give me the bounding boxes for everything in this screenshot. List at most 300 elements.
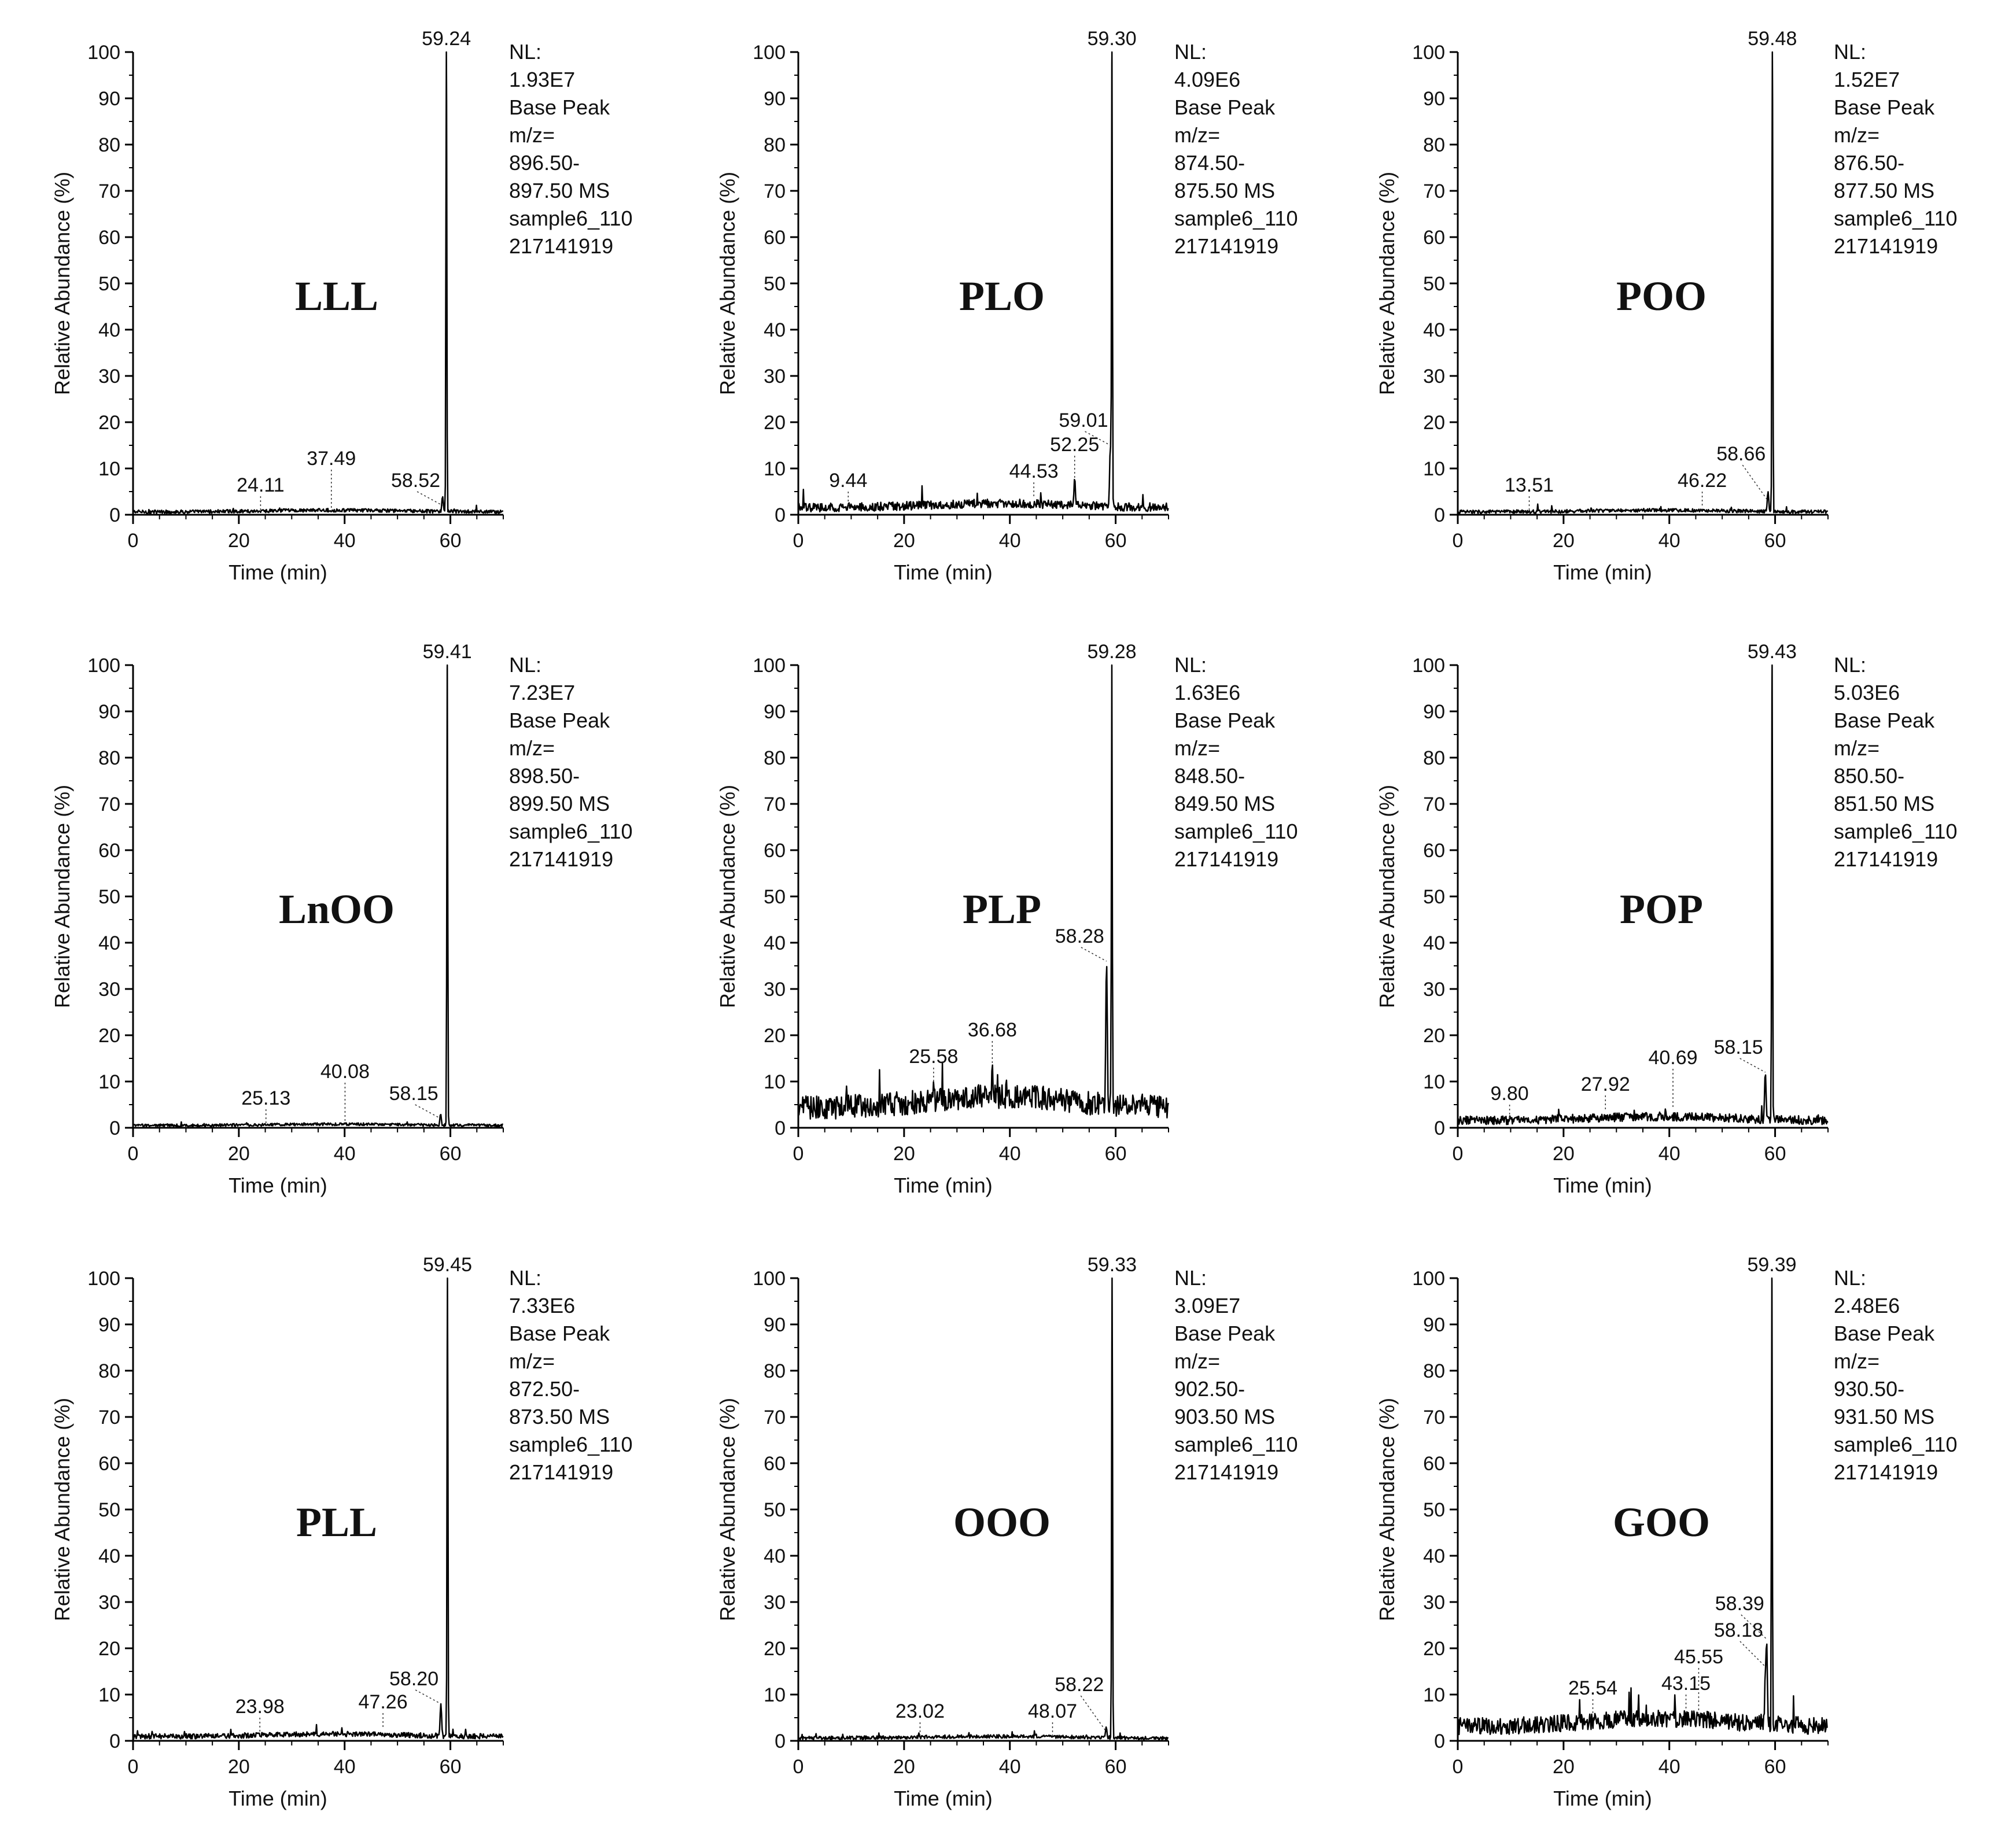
main-peak-label: 59.30 xyxy=(1087,28,1137,50)
info-block xyxy=(1174,1266,1298,1484)
peak-label: 58.15 xyxy=(389,1083,438,1105)
peak-label: 37.49 xyxy=(307,448,356,470)
peak-label: 13.51 xyxy=(1504,474,1554,496)
y-tick-label: 50 xyxy=(764,1499,786,1521)
y-axis-title: Relative Abundance (%) xyxy=(50,784,74,1009)
y-tick-label: 50 xyxy=(1423,886,1445,908)
chart-panel-pll xyxy=(50,1254,633,1810)
y-tick-label: 60 xyxy=(98,840,120,862)
peak-label: 25.58 xyxy=(909,1046,959,1068)
info-line: 848.50- xyxy=(1174,764,1245,788)
y-tick-label: 80 xyxy=(98,1360,120,1382)
y-axis-title: Relative Abundance (%) xyxy=(1375,171,1399,396)
info-line: 4.09E6 xyxy=(1174,68,1241,91)
y-tick-label: 100 xyxy=(753,42,786,64)
info-line: NL: xyxy=(1174,1266,1207,1290)
y-tick-label: 40 xyxy=(1423,932,1445,954)
info-block xyxy=(509,1266,633,1484)
info-block xyxy=(1174,40,1298,258)
y-tick-label: 80 xyxy=(98,747,120,769)
compound-label: LnOO xyxy=(278,886,395,932)
y-tick-label: 80 xyxy=(98,134,120,156)
peak-label: 9.44 xyxy=(829,470,868,492)
info-line: 1.52E7 xyxy=(1834,68,1900,91)
info-line: 217141919 xyxy=(1174,847,1279,871)
info-line: 3.09E7 xyxy=(1174,1294,1241,1317)
info-line: 902.50- xyxy=(1174,1377,1245,1401)
peak-label: 58.15 xyxy=(1713,1036,1763,1058)
x-tick-label: 20 xyxy=(893,1143,915,1165)
info-line: NL: xyxy=(1174,653,1207,677)
x-tick-label: 40 xyxy=(1658,1143,1680,1165)
y-tick-label: 20 xyxy=(764,1638,786,1660)
y-tick-label: 20 xyxy=(1423,412,1445,434)
info-line: sample6_110 xyxy=(1834,820,1958,843)
y-tick-label: 10 xyxy=(98,1684,120,1706)
y-tick-label: 0 xyxy=(775,1117,786,1139)
y-axis-title: Relative Abundance (%) xyxy=(50,171,74,396)
y-tick-label: 20 xyxy=(98,1025,120,1047)
y-tick-label: 20 xyxy=(764,1025,786,1047)
info-line: 872.50- xyxy=(509,1377,580,1401)
x-tick-label: 20 xyxy=(227,1143,250,1165)
info-line: NL: xyxy=(1174,40,1207,64)
info-line: m/z= xyxy=(1834,736,1880,760)
y-tick-label: 0 xyxy=(775,504,786,526)
chart-panel-ooo xyxy=(716,1254,1298,1810)
info-line: NL: xyxy=(509,1266,542,1290)
peak-label: 9.80 xyxy=(1490,1083,1529,1105)
y-tick-label: 30 xyxy=(98,979,120,1001)
peak-leader-line xyxy=(1742,465,1768,501)
x-tick-label: 0 xyxy=(1452,530,1464,552)
peak-label: 58.66 xyxy=(1716,443,1766,465)
info-line: NL: xyxy=(1834,653,1867,677)
info-block xyxy=(509,40,633,258)
y-axis-title: Relative Abundance (%) xyxy=(716,784,739,1009)
chart-panel-goo xyxy=(1375,1254,1958,1810)
y-tick-label: 10 xyxy=(1423,1684,1445,1706)
info-line: sample6_110 xyxy=(509,1433,633,1456)
peak-label: 58.52 xyxy=(390,470,441,492)
y-tick-label: 30 xyxy=(98,1592,120,1614)
info-line: 876.50- xyxy=(1834,151,1905,175)
y-tick-label: 30 xyxy=(764,1592,786,1614)
y-tick-label: 90 xyxy=(764,1314,786,1336)
y-tick-label: 60 xyxy=(1423,840,1445,862)
y-tick-label: 100 xyxy=(1412,1268,1445,1290)
y-tick-label: 40 xyxy=(1423,1545,1445,1567)
x-tick-label: 0 xyxy=(1452,1756,1464,1778)
peak-leader-line xyxy=(417,492,443,505)
info-line: 850.50- xyxy=(1834,764,1905,788)
peak-label: 25.54 xyxy=(1568,1677,1618,1699)
y-tick-label: 40 xyxy=(98,1545,120,1567)
x-axis-title: Time (min) xyxy=(894,1173,993,1197)
info-line: m/z= xyxy=(509,736,555,760)
peak-label: 47.26 xyxy=(358,1691,408,1713)
y-tick-label: 70 xyxy=(1423,180,1445,202)
x-tick-label: 40 xyxy=(998,1143,1021,1165)
info-line: 931.50 MS xyxy=(1834,1405,1935,1429)
y-tick-label: 50 xyxy=(1423,1499,1445,1521)
y-tick-label: 40 xyxy=(98,932,120,954)
chart-panel-lnoo xyxy=(50,641,633,1197)
info-line: 875.50 MS xyxy=(1174,179,1276,202)
info-line: sample6_110 xyxy=(1834,206,1958,230)
peak-label: 43.15 xyxy=(1661,1673,1711,1695)
y-tick-label: 70 xyxy=(98,180,120,202)
y-tick-label: 10 xyxy=(98,458,120,480)
x-tick-label: 20 xyxy=(1552,530,1575,552)
x-tick-label: 60 xyxy=(1104,1756,1127,1778)
y-tick-label: 40 xyxy=(764,1545,786,1567)
y-tick-label: 10 xyxy=(764,1684,786,1706)
y-axis-title: Relative Abundance (%) xyxy=(716,171,739,396)
info-line: 899.50 MS xyxy=(509,792,610,815)
x-tick-label: 40 xyxy=(333,530,356,552)
y-tick-label: 30 xyxy=(98,366,120,387)
peak-leader-line xyxy=(1740,1058,1766,1072)
y-axis-title: Relative Abundance (%) xyxy=(716,1397,739,1622)
info-line: 217141919 xyxy=(1834,847,1938,871)
info-line: 217141919 xyxy=(1834,1460,1938,1484)
info-line: 217141919 xyxy=(509,1460,614,1484)
y-tick-label: 40 xyxy=(764,932,786,954)
chart-panel-pop xyxy=(1375,641,1958,1197)
info-line: m/z= xyxy=(509,1349,555,1373)
y-tick-label: 90 xyxy=(98,88,120,110)
peak-label: 48.07 xyxy=(1027,1700,1078,1722)
y-tick-label: 10 xyxy=(764,458,786,480)
info-line: 217141919 xyxy=(1174,1460,1279,1484)
x-axis-title: Time (min) xyxy=(228,1787,327,1810)
peak-label: 58.39 xyxy=(1715,1593,1764,1615)
info-line: m/z= xyxy=(1834,123,1880,147)
y-tick-label: 80 xyxy=(764,1360,786,1382)
y-tick-label: 50 xyxy=(764,886,786,908)
peak-label: 44.53 xyxy=(1009,460,1059,482)
y-tick-label: 90 xyxy=(764,701,786,723)
x-tick-label: 40 xyxy=(1658,530,1680,552)
y-tick-label: 90 xyxy=(98,1314,120,1336)
y-tick-label: 30 xyxy=(1423,366,1445,387)
x-tick-label: 20 xyxy=(227,530,250,552)
info-line: 873.50 MS xyxy=(509,1405,610,1429)
main-peak-label: 59.45 xyxy=(422,1254,473,1276)
info-block xyxy=(1834,653,1958,871)
y-tick-label: 0 xyxy=(775,1730,786,1752)
main-peak-label: 59.39 xyxy=(1747,1254,1797,1276)
x-tick-label: 60 xyxy=(1104,530,1127,552)
chart-panel-lll xyxy=(50,28,633,584)
y-tick-label: 40 xyxy=(1423,319,1445,341)
x-axis-title: Time (min) xyxy=(1553,560,1652,584)
y-tick-label: 80 xyxy=(764,747,786,769)
x-tick-label: 60 xyxy=(439,530,462,552)
y-tick-label: 90 xyxy=(98,701,120,723)
x-tick-label: 0 xyxy=(1452,1143,1464,1165)
y-tick-label: 90 xyxy=(1423,701,1445,723)
y-tick-label: 90 xyxy=(1423,1314,1445,1336)
info-line: 2.48E6 xyxy=(1834,1294,1900,1317)
info-line: sample6_110 xyxy=(1174,820,1298,843)
x-tick-label: 60 xyxy=(1764,1756,1786,1778)
x-axis-title: Time (min) xyxy=(228,560,327,584)
compound-label: POP xyxy=(1620,886,1703,932)
x-axis-title: Time (min) xyxy=(228,1173,327,1197)
compound-label: GOO xyxy=(1612,1499,1711,1545)
peak-label: 23.02 xyxy=(895,1700,945,1722)
info-line: 849.50 MS xyxy=(1174,792,1276,815)
info-line: 897.50 MS xyxy=(509,179,610,202)
info-line: sample6_110 xyxy=(1174,206,1298,230)
peak-leader-line xyxy=(1740,1641,1766,1667)
main-peak-label: 59.24 xyxy=(422,28,471,50)
info-line: 7.23E7 xyxy=(509,681,576,704)
y-tick-label: 100 xyxy=(87,1268,120,1290)
info-line: 877.50 MS xyxy=(1834,179,1935,202)
peak-label: 36.68 xyxy=(967,1019,1017,1041)
y-tick-label: 100 xyxy=(753,655,786,677)
info-line: 898.50- xyxy=(509,764,580,788)
info-line: Base Peak xyxy=(1834,708,1935,732)
y-tick-label: 10 xyxy=(1423,1071,1445,1093)
info-line: sample6_110 xyxy=(509,206,633,230)
y-tick-label: 100 xyxy=(753,1268,786,1290)
x-tick-label: 40 xyxy=(998,530,1021,552)
y-tick-label: 60 xyxy=(98,227,120,249)
info-line: 217141919 xyxy=(509,234,614,258)
info-line: m/z= xyxy=(1174,1349,1221,1373)
info-line: m/z= xyxy=(1174,123,1221,147)
y-tick-label: 30 xyxy=(1423,1592,1445,1614)
y-tick-label: 70 xyxy=(1423,793,1445,815)
x-tick-label: 40 xyxy=(333,1143,356,1165)
x-tick-label: 60 xyxy=(1764,530,1786,552)
info-line: 930.50- xyxy=(1834,1377,1905,1401)
info-line: sample6_110 xyxy=(1834,1433,1958,1456)
x-axis-title: Time (min) xyxy=(894,560,993,584)
y-tick-label: 90 xyxy=(1423,88,1445,110)
peak-label: 40.08 xyxy=(320,1061,370,1083)
info-block xyxy=(509,653,633,871)
x-axis-title: Time (min) xyxy=(1553,1787,1652,1810)
x-tick-label: 60 xyxy=(439,1143,462,1165)
y-tick-label: 80 xyxy=(1423,747,1445,769)
main-peak-label: 59.33 xyxy=(1087,1254,1137,1276)
y-tick-label: 50 xyxy=(98,1499,120,1521)
y-tick-label: 60 xyxy=(98,1453,120,1475)
y-tick-label: 80 xyxy=(764,134,786,156)
info-line: 874.50- xyxy=(1174,151,1245,175)
info-line: 896.50- xyxy=(509,151,580,175)
y-tick-label: 70 xyxy=(98,1407,120,1429)
x-tick-label: 20 xyxy=(227,1756,250,1778)
peak-leader-line xyxy=(1081,1696,1106,1732)
x-tick-label: 0 xyxy=(793,530,804,552)
y-tick-label: 10 xyxy=(98,1071,120,1093)
peak-label: 23.98 xyxy=(235,1696,285,1718)
info-line: NL: xyxy=(1834,1266,1867,1290)
y-tick-label: 0 xyxy=(109,1117,120,1139)
y-tick-label: 50 xyxy=(98,886,120,908)
peak-label: 59.01 xyxy=(1059,409,1108,431)
x-tick-label: 0 xyxy=(127,1756,139,1778)
y-tick-label: 100 xyxy=(1412,42,1445,64)
main-peak-label: 59.43 xyxy=(1747,641,1797,663)
info-line: sample6_110 xyxy=(1174,1433,1298,1456)
peak-label: 46.22 xyxy=(1678,470,1727,492)
peak-leader-line xyxy=(1081,947,1107,961)
y-tick-label: 0 xyxy=(1434,504,1445,526)
info-line: NL: xyxy=(509,40,542,64)
info-line: 217141919 xyxy=(1834,234,1938,258)
x-tick-label: 20 xyxy=(1552,1756,1575,1778)
compound-label: PLO xyxy=(959,273,1045,319)
info-line: m/z= xyxy=(509,123,555,147)
chart-panel-plp xyxy=(716,641,1298,1197)
info-line: Base Peak xyxy=(1174,95,1276,119)
x-tick-label: 40 xyxy=(1658,1756,1680,1778)
info-line: 1.93E7 xyxy=(509,68,576,91)
info-line: Base Peak xyxy=(509,708,610,732)
y-tick-label: 70 xyxy=(1423,1407,1445,1429)
y-tick-label: 20 xyxy=(1423,1638,1445,1660)
y-tick-label: 70 xyxy=(764,793,786,815)
x-tick-label: 20 xyxy=(893,530,915,552)
y-tick-label: 10 xyxy=(764,1071,786,1093)
info-line: 1.63E6 xyxy=(1174,681,1241,704)
peak-label: 24.11 xyxy=(237,474,285,496)
x-tick-label: 20 xyxy=(893,1756,915,1778)
peak-label: 45.55 xyxy=(1674,1646,1724,1668)
y-tick-label: 0 xyxy=(109,1730,120,1752)
x-tick-label: 20 xyxy=(1552,1143,1575,1165)
compound-label: PLL xyxy=(296,1499,378,1545)
compound-label: PLP xyxy=(963,886,1041,932)
chart-panel-poo xyxy=(1375,28,1958,584)
info-block xyxy=(1834,1266,1958,1484)
x-axis-title: Time (min) xyxy=(894,1787,993,1810)
main-peak-label: 59.48 xyxy=(1748,28,1797,50)
y-tick-label: 50 xyxy=(1423,273,1445,295)
y-tick-label: 30 xyxy=(1423,979,1445,1001)
y-tick-label: 70 xyxy=(764,180,786,202)
y-tick-label: 30 xyxy=(764,366,786,387)
y-tick-label: 20 xyxy=(98,1638,120,1660)
peak-label: 58.18 xyxy=(1713,1619,1763,1641)
y-tick-label: 70 xyxy=(764,1407,786,1429)
compound-label: LLL xyxy=(294,273,379,319)
y-tick-label: 100 xyxy=(1412,655,1445,677)
x-tick-label: 60 xyxy=(439,1756,462,1778)
y-tick-label: 100 xyxy=(87,42,120,64)
info-line: Base Peak xyxy=(509,95,610,119)
info-line: m/z= xyxy=(1834,1349,1880,1373)
peak-leader-line xyxy=(415,1690,441,1704)
x-tick-label: 0 xyxy=(127,530,139,552)
x-tick-label: 0 xyxy=(127,1143,139,1165)
y-axis-title: Relative Abundance (%) xyxy=(1375,1397,1399,1622)
info-line: 903.50 MS xyxy=(1174,1405,1276,1429)
info-line: Base Peak xyxy=(509,1322,610,1345)
info-line: 217141919 xyxy=(509,847,614,871)
info-line: 851.50 MS xyxy=(1834,792,1935,815)
peak-label: 58.22 xyxy=(1055,1674,1104,1696)
y-tick-label: 90 xyxy=(764,88,786,110)
info-block xyxy=(1174,653,1298,871)
y-tick-label: 0 xyxy=(1434,1730,1445,1752)
y-tick-label: 70 xyxy=(98,793,120,815)
chart-panel-plo xyxy=(716,28,1298,584)
x-tick-label: 60 xyxy=(1104,1143,1127,1165)
y-tick-label: 60 xyxy=(764,227,786,249)
main-peak-label: 59.41 xyxy=(422,641,472,663)
y-tick-label: 20 xyxy=(764,412,786,434)
compound-label: POO xyxy=(1616,273,1707,319)
y-tick-label: 60 xyxy=(1423,1453,1445,1475)
peak-label: 58.28 xyxy=(1055,925,1104,947)
info-line: m/z= xyxy=(1174,736,1221,760)
y-tick-label: 60 xyxy=(764,1453,786,1475)
y-tick-label: 0 xyxy=(109,504,120,526)
info-line: Base Peak xyxy=(1174,1322,1276,1345)
info-line: Base Peak xyxy=(1834,1322,1935,1345)
y-axis-title: Relative Abundance (%) xyxy=(1375,784,1399,1009)
info-line: 5.03E6 xyxy=(1834,681,1900,704)
x-tick-label: 60 xyxy=(1764,1143,1786,1165)
info-line: sample6_110 xyxy=(509,820,633,843)
info-line: 217141919 xyxy=(1174,234,1279,258)
x-tick-label: 40 xyxy=(333,1756,356,1778)
peak-label: 27.92 xyxy=(1580,1073,1630,1095)
y-axis-title: Relative Abundance (%) xyxy=(50,1397,74,1622)
x-axis-title: Time (min) xyxy=(1553,1173,1652,1197)
y-tick-label: 50 xyxy=(98,273,120,295)
info-line: Base Peak xyxy=(1174,708,1276,732)
y-tick-label: 10 xyxy=(1423,458,1445,480)
peak-label: 25.13 xyxy=(241,1087,291,1109)
y-tick-label: 80 xyxy=(1423,134,1445,156)
info-line: NL: xyxy=(1834,40,1867,64)
peak-label: 40.69 xyxy=(1648,1047,1698,1069)
y-tick-label: 40 xyxy=(98,319,120,341)
y-tick-label: 40 xyxy=(764,319,786,341)
peak-label: 52.25 xyxy=(1050,434,1100,456)
y-tick-label: 0 xyxy=(1434,1117,1445,1139)
x-tick-label: 40 xyxy=(998,1756,1021,1778)
main-peak-label: 59.28 xyxy=(1087,641,1137,663)
x-tick-label: 0 xyxy=(793,1756,804,1778)
info-line: Base Peak xyxy=(1834,95,1935,119)
peak-leader-line xyxy=(415,1105,441,1119)
info-line: NL: xyxy=(509,653,542,677)
y-tick-label: 100 xyxy=(87,655,120,677)
y-tick-label: 20 xyxy=(98,412,120,434)
y-tick-label: 60 xyxy=(1423,227,1445,249)
compound-label: OOO xyxy=(953,1499,1051,1545)
x-tick-label: 0 xyxy=(793,1143,804,1165)
peak-label: 58.20 xyxy=(389,1668,439,1690)
y-tick-label: 30 xyxy=(764,979,786,1001)
info-line: 7.33E6 xyxy=(509,1294,576,1317)
info-block xyxy=(1834,40,1958,258)
y-tick-label: 60 xyxy=(764,840,786,862)
y-tick-label: 80 xyxy=(1423,1360,1445,1382)
y-tick-label: 50 xyxy=(764,273,786,295)
y-tick-label: 20 xyxy=(1423,1025,1445,1047)
